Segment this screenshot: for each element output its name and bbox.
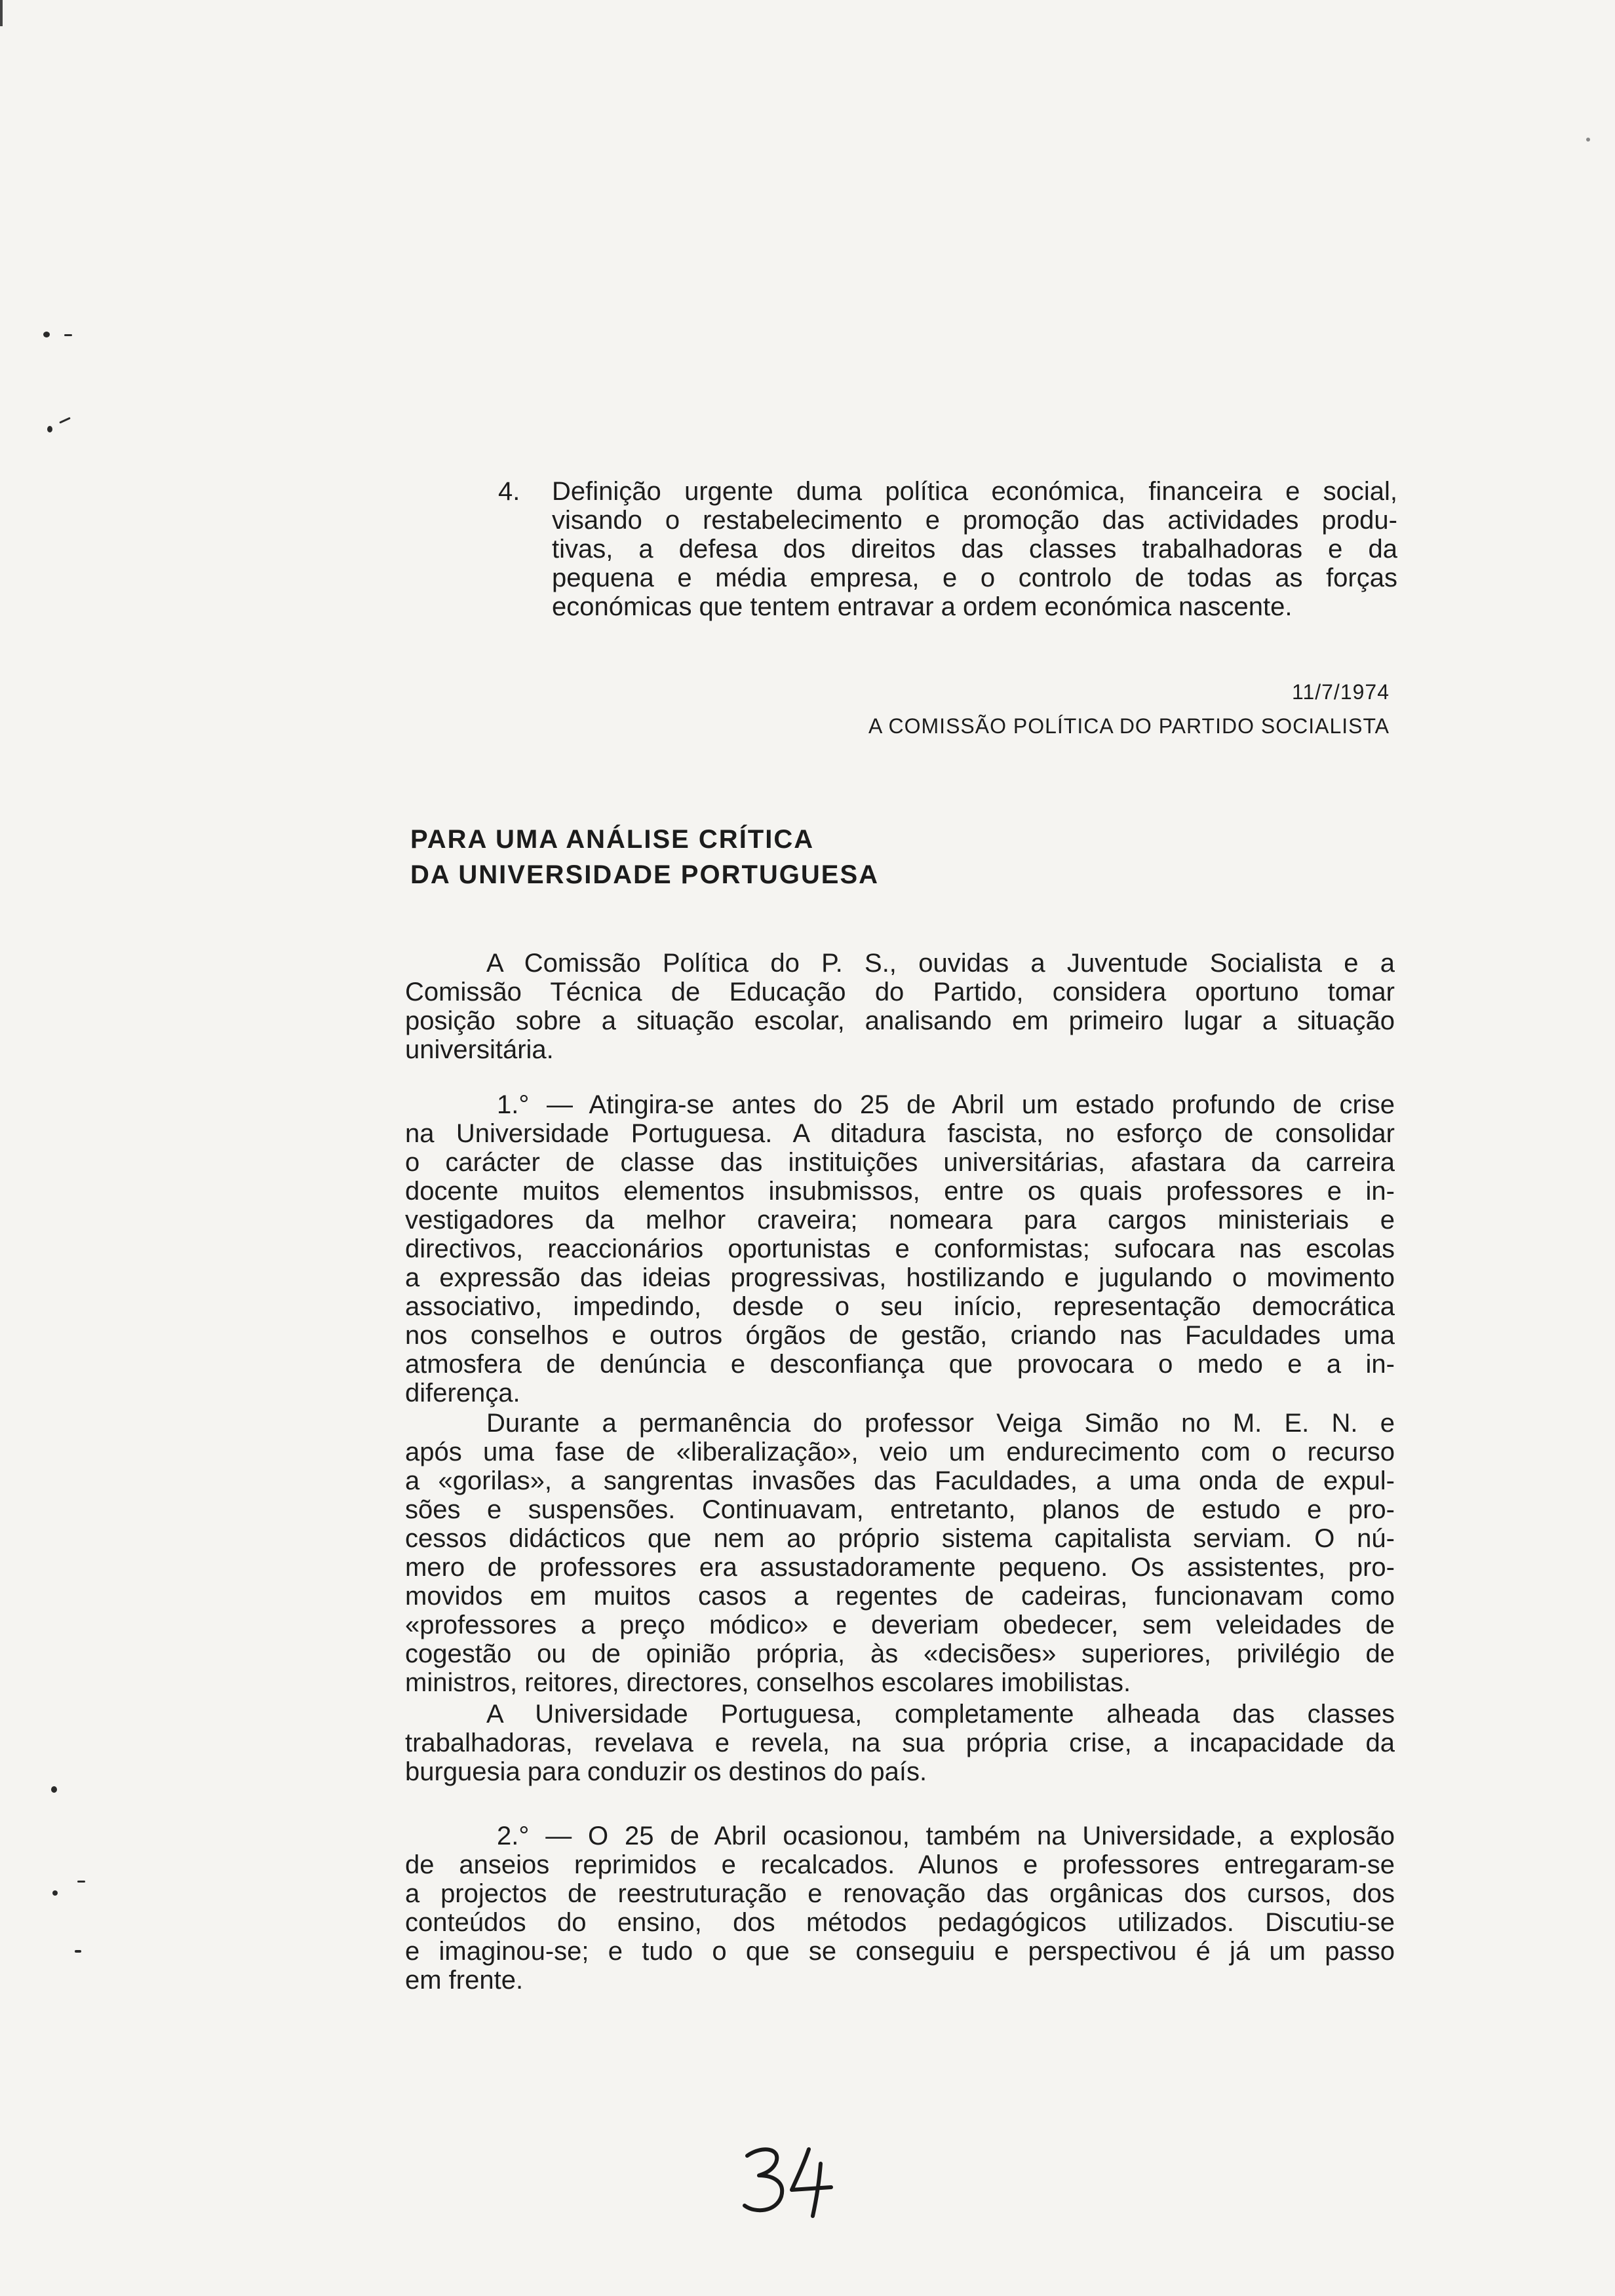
text-line: movidos em muitos casos a regentes de cadeiras, funcionavam como xyxy=(405,1582,1395,1611)
text-line: mero de professores era assustadoramente pequeno. Os assistentes, pro- xyxy=(405,1553,1395,1582)
text-line: A Comissão Política do P. S., ouvidas a Juventude Socialista e a xyxy=(486,949,1395,978)
text-line: Comissão Técnica de Educação do Partido, considera oportuno tomar xyxy=(405,978,1395,1006)
signatory: A COMISSÃO POLÍTICA DO PARTIDO SOCIALISTA xyxy=(868,714,1390,738)
text-line: ministros, reitores, directores, conselhos escolares imobilistas. xyxy=(405,1668,1131,1697)
text-line: nos conselhos e outros órgãos de gestão, criando nas Faculdades uma xyxy=(405,1321,1395,1350)
text-line: na Universidade Portuguesa. A ditadura fascista, no esforço de consolidar xyxy=(405,1119,1395,1148)
text-line: sões e suspensões. Continuavam, entretanto, planos de estudo e pro- xyxy=(405,1495,1395,1524)
text-line: a expressão das ideias progressivas, hostilizando e jugulando o movimento xyxy=(405,1263,1395,1292)
text-line: visando o restabelecimento e promoção das actividades produ- xyxy=(552,506,1397,535)
heading-line: DA UNIVERSIDADE PORTUGUESA xyxy=(410,860,880,889)
text-line: pequena e média empresa, e o controlo de todas as forças xyxy=(552,564,1397,592)
text-line: directivos, reaccionários oportunistas e conformistas; sufocara nas escolas xyxy=(405,1234,1395,1263)
scan-edge-mark xyxy=(0,0,3,26)
text-line: cessos didácticos que nem ao próprio sistema capitalista serviam. O nú- xyxy=(405,1524,1395,1553)
section-1-paragraph xyxy=(405,1090,1395,1407)
text-line: universitária. xyxy=(405,1035,554,1064)
text-line: docente muitos elementos insubmissos, entre os quais professores e in- xyxy=(405,1177,1395,1206)
text-line: diferença. xyxy=(405,1379,520,1407)
text-line: 2.° — O 25 de Abril ocasionou, também na Universidade, a explosão xyxy=(497,1822,1395,1850)
intro-paragraph xyxy=(405,949,1395,1064)
scan-speck xyxy=(64,334,72,336)
text-line: A Universidade Portuguesa, completamente alheada das classes xyxy=(486,1700,1395,1729)
heading-line: PARA UMA ANÁLISE CRÍTICA xyxy=(410,825,815,854)
text-line: trabalhadoras, revelava e revela, na sua própria crise, a incapacidade da xyxy=(405,1729,1395,1757)
text-line: o carácter de classe das instituições universitárias, afastara da carreira xyxy=(405,1148,1395,1177)
text-line: e imaginou-se; e tudo o que se conseguiu e perspectivou é já um passo xyxy=(405,1937,1395,1966)
text-line: Durante a permanência do professor Veiga Simão no M. E. N. e xyxy=(486,1409,1395,1438)
scan-speck xyxy=(51,1786,57,1793)
text-line: «professores a preço módico» e deveriam obedecer, sem veleidades de xyxy=(405,1611,1395,1639)
scan-speck xyxy=(43,332,50,337)
text-line: em frente. xyxy=(405,1966,524,1995)
text-line: após uma fase de «liberalização», veio um endurecimento com o recurso xyxy=(405,1438,1395,1466)
signature-date: 11/7/1974 xyxy=(1292,680,1390,704)
scan-speck xyxy=(75,1950,81,1953)
scan-speck xyxy=(52,1890,58,1896)
text-line: a projectos de reestruturação e renovação das orgânicas dos cursos, dos xyxy=(405,1879,1395,1908)
scan-speck xyxy=(1586,138,1590,142)
text-line: 1.° — Atingira-se antes do 25 de Abril um estado profundo de crise xyxy=(497,1090,1395,1119)
text-line: conteúdos do ensino, dos métodos pedagógicos utilizados. Discutiu-se xyxy=(405,1908,1395,1937)
text-line: cogestão ou de opinião própria, às «decisões» superiores, privilégio de xyxy=(405,1639,1395,1668)
text-line: de anseios reprimidos e recalcados. Alunos e professores entregaram-se xyxy=(405,1850,1395,1879)
scan-speck xyxy=(47,426,52,432)
section-heading xyxy=(410,822,879,892)
list-item-number: 4. xyxy=(498,477,520,506)
text-line: atmosfera de denúncia e desconfiança que provocara o medo e a in- xyxy=(405,1350,1395,1379)
handwritten-page-number xyxy=(735,2141,840,2220)
text-line: burguesia para conduzir os destinos do país. xyxy=(405,1757,927,1786)
section-1-continuation xyxy=(405,1409,1395,1697)
text-line: Definição urgente duma política económica, financeira e social, xyxy=(552,477,1397,506)
text-line: a «gorilas», a sangrentas invasões das Faculdades, a uma onda de expul- xyxy=(405,1466,1395,1495)
text-line: vestigadores da melhor craveira; nomeara para cargos ministeriais e xyxy=(405,1206,1395,1234)
text-line: tivas, a defesa dos direitos das classes trabalhadoras e da xyxy=(552,535,1397,564)
signature-block xyxy=(868,675,1390,743)
scan-speck xyxy=(59,417,71,423)
text-line: posição sobre a situação escolar, analisando em primeiro lugar a situação xyxy=(405,1006,1395,1035)
text-line: associativo, impedindo, desde o seu início, representação democrática xyxy=(405,1292,1395,1321)
section-1-conclusion xyxy=(405,1700,1395,1786)
text-line: económicas que tentem entravar a ordem económica nascente. xyxy=(552,592,1293,621)
section-2-paragraph xyxy=(405,1822,1395,1995)
scan-speck xyxy=(77,1881,85,1883)
list-item-text xyxy=(552,477,1397,621)
